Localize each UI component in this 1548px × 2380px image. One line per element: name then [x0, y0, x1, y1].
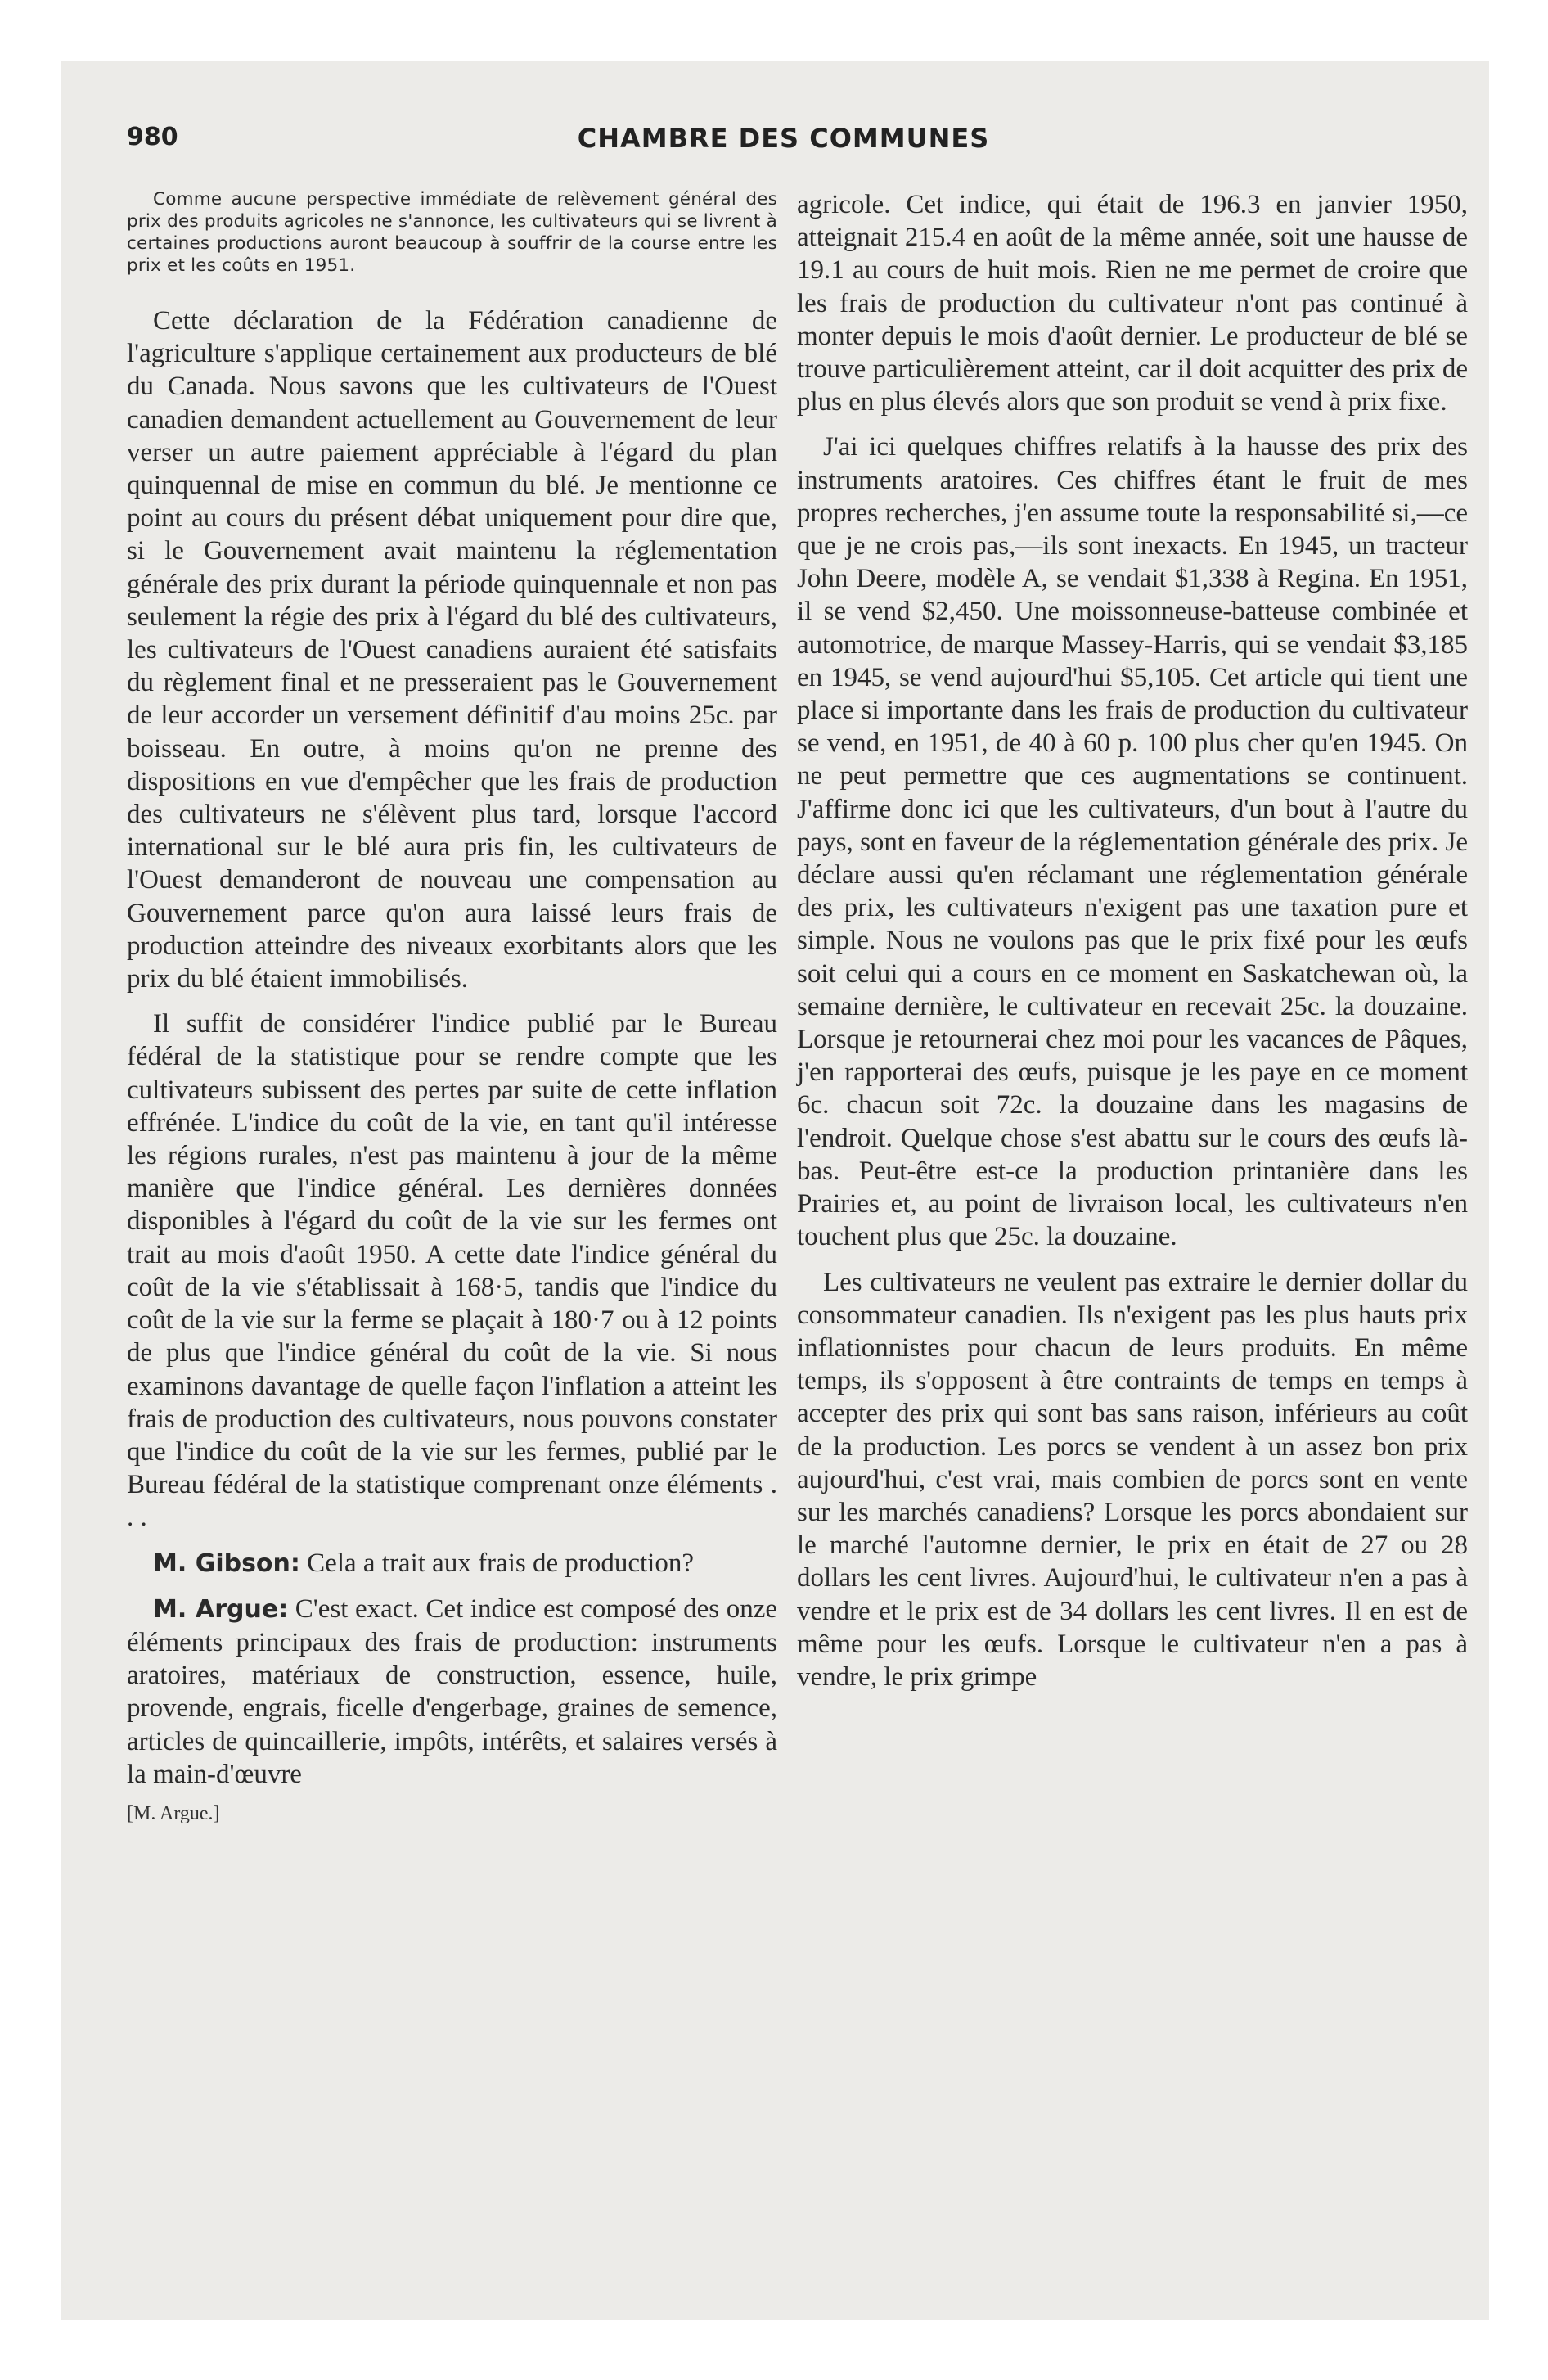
remark-text: C'est exact. Cet indice est composé des onze éléments principaux des frais de production: instruments aratoires, matériaux de construction, essence, huile, provende, engrais, ficelle d'engerbage, graines de semence, articles de quincaillerie, impôts, intérêts, et salaires versés à la main-d'œuvre	[127, 1593, 777, 1789]
quoted-statement: Comme aucune perspective immédiate de relèvement général des prix des produits agricoles ne s'annonce, les cultivateurs qui se livrent à certaines productions auront beaucoup à souffrir de la course entre les prix et les coûts en 1951.	[127, 189, 777, 276]
speaker-remark	[127, 1593, 777, 1791]
paragraph: Cette déclaration de la Fédération canadienne de l'agriculture s'applique certainement aux producteurs de blé du Canada. Nous savons que les cultivateurs de l'Ouest canadien demandent actuellement au Gouvernement de leur verser un autre paiement appréciable à l'égard du plan quinquennal de mise en commun du blé. Je mentionne ce point au cours du présent débat uniquement pour dire que, si le Gouvernement avait maintenu la réglementation générale des prix durant la période quinquennale et non pas seulement la régie des prix à l'égard du blé des cultivateurs, les cultivateurs de l'Ouest canadiens auraient été satisfaits du règlement final et ne presseraient pas le Gouvernement de leur accorder un versement définitif d'au moins 25c. par boisseau. En outre, à moins qu'on ne prenne des dispositions en vue d'empêcher que les frais de production des cultivateurs ne s'élèvent plus tard, lorsque l'accord international sur le blé aura pris fin, les cultivateurs de l'Ouest demanderont de nouveau une compensation au Gouvernement parce qu'on aura laissé leurs frais de production atteindre des niveaux exorbitants alors que les prix du blé étaient immobilisés.	[127, 306, 777, 994]
paragraph: J'ai ici quelques chiffres relatifs à la hausse des prix des instruments aratoires. Ces chiffres étant le fruit de mes propres recherches, j'en assume toute la responsabilité si,—ce que je ne crois pas,—ils sont inexacts. En 1945, un tracteur John Deere, modèle A, se vendait $1,338 à Regina. En 1951, il se vend $2,450. Une moissonneuse-batteuse combinée et automotrice, de marque Massey-Harris, qui se vendait $3,185 en 1945, se vend aujourd'hui $5,105. Cet article qui tient une place si importante dans les frais de production du cultivateur se vend, en 1951, de 40 à 60 p. 100 plus cher qu'en 1945. On ne peut permettre que ces augmentations se continuent. J'affirme donc ici que les cultivateurs, d'un bout à l'autre du pays, sont en faveur de la réglementation générale des prix. Je déclare aussi qu'en réclamant une réglementation générale des prix, les cultivateurs n'exigent pas une taxation pure et simple. Nous ne voulons pas que le prix fixé pour les œufs soit celui qui a cours en ce moment en Saskatchewan où, la semaine dernière, le cultivateur en recevait 25c. la douzaine. Lorsque je retournerai chez moi pour les vacances de Pâques, j'en rapporterai des œufs, puisque je les paye en ce moment 6c. chacun soit 72c. la douzaine dans les magasins de l'endroit. Quelque chose s'est abattu sur le cours des œufs là-bas. Peut-être est-ce la production printanière dans les Prairies et, au point de livraison local, les cultivateurs n'en touchent plus que 25c. la douzaine.	[797, 432, 1468, 1252]
page-header	[127, 123, 1440, 164]
left-column	[127, 188, 777, 1825]
page-number: 980	[127, 123, 178, 151]
speaker-name: M. Argue:	[153, 1594, 289, 1624]
running-title: CHAMBRE DES COMMUNES	[577, 123, 990, 154]
right-column	[797, 188, 1468, 1706]
speaker-name: M. Gibson:	[153, 1548, 300, 1578]
paragraph: Il suffit de considérer l'indice publié par le Bureau fédéral de la statistique pour se rendre compte que les cultivateurs subissent des pertes par suite de cette inflation effrénée. L'indice du coût de la vie, en tant qu'il intéresse les régions rurales, n'est pas maintenu à jour de la même manière que l'indice général. Les dernières données disponibles à l'égard du coût de la vie sur les fermes ont trait au mois d'août 1950. A cette date l'indice général du coût de la vie s'établissait à 168·5, tandis que l'indice du coût de la vie sur la ferme se plaçait à 180·7 ou à 12 points de plus que l'indice général du coût de la vie. Si nous examinons davantage de quelle façon l'inflation a atteint les frais de production des cultivateurs, nous pouvons constater que l'indice du coût de la vie sur les fermes, publié par le Bureau fédéral de la statistique comprenant onze éléments . . .	[127, 1009, 777, 1533]
paragraph: Les cultivateurs ne veulent pas extraire le dernier dollar du consommateur canadien. Ils n'exigent pas les plus hauts prix inflationnistes pour chacun de leurs produits. En même temps, ils s'opposent à être contraints de temps en temps à accepter des prix qui sont bas sans raison, inférieurs au coût de la production. Les porcs se vendent à un assez bon prix aujourd'hui, c'est vrai, mais combien de porcs sont en vente sur les marchés canadiens? Lorsque les porcs abondaient sur le marché l'automne dernier, le prix en était de 27 ou 28 dollars les cent livres. Aujourd'hui, le cultivateur n'en a pas à vendre et le prix est de 34 dollars les cent livres. Il en est de même pour les œufs. Lorsque le cultivateur n'en a pas à vendre, le prix grimpe	[797, 1267, 1468, 1692]
speaker-footer: [M. Argue.]	[127, 1802, 220, 1824]
remark-text: Cela a trait aux frais de production?	[307, 1548, 694, 1578]
paragraph: agricole. Cet indice, qui était de 196.3 en janvier 1950, atteignait 215.4 en août de la même année, soit une hausse de 19.1 au cours de huit mois. Rien ne me permet de croire que les frais de production du cultivateur n'ont pas continué à monter depuis le mois d'août dernier. Le producteur de blé se trouve particulièrement atteint, car il doit acquitter des prix de plus en plus élevés alors que son produit se vend à prix fixe.	[797, 190, 1468, 417]
speaker-remark	[127, 1547, 777, 1580]
